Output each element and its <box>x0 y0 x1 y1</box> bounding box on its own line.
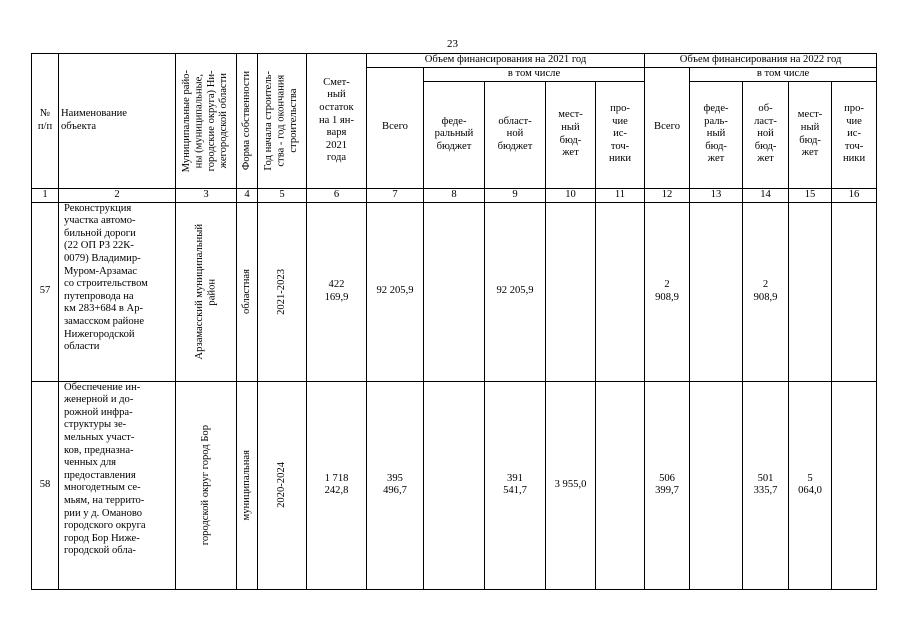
federal-2022 <box>690 381 743 589</box>
col-number: 11 <box>596 188 645 202</box>
regional-2022: 2 908,9 <box>743 202 789 381</box>
header-local-2022: мест- ный бюд- жет <box>789 81 832 188</box>
district: городской округ город Бор <box>176 381 237 589</box>
years: 2020-2024 <box>258 381 307 589</box>
header-ownership: Форма собственности <box>237 54 258 189</box>
col-number: 6 <box>307 188 367 202</box>
header-other-2022: про- чие ис- точ- ники <box>832 81 877 188</box>
regional-2021: 92 205,9 <box>485 202 546 381</box>
column-number-row <box>32 188 877 202</box>
header-district: Муниципальные райо- ны (муниципальные, городские округа) Ни- жегородской области <box>176 54 237 189</box>
district: Арзамасский муниципальный район <box>176 202 237 381</box>
row-num: 58 <box>32 381 59 589</box>
other-2022 <box>832 202 877 381</box>
local-2021 <box>546 202 596 381</box>
years: 2021-2023 <box>258 202 307 381</box>
ownership: областная <box>237 202 258 381</box>
col-number: 16 <box>832 188 877 202</box>
total-2022: 2 908,9 <box>645 202 690 381</box>
col-number: 7 <box>367 188 424 202</box>
remainder: 1 718 242,8 <box>307 381 367 589</box>
col-number: 14 <box>743 188 789 202</box>
local-2022 <box>789 202 832 381</box>
header-local-2021: мест- ный бюд- жет <box>546 81 596 188</box>
header-name: Наименование объекта <box>59 54 176 189</box>
table-row <box>32 381 877 589</box>
col-number: 15 <box>789 188 832 202</box>
header-incl-2022: в том числе <box>690 67 877 81</box>
col-number: 4 <box>237 188 258 202</box>
federal-2021 <box>424 381 485 589</box>
federal-2022 <box>690 202 743 381</box>
other-2022 <box>832 381 877 589</box>
col-number: 3 <box>176 188 237 202</box>
regional-2021: 391 541,7 <box>485 381 546 589</box>
col-number: 5 <box>258 188 307 202</box>
total-2022: 506 399,7 <box>645 381 690 589</box>
ownership: муниципальная <box>237 381 258 589</box>
header-federal-2021: феде- ральный бюджет <box>424 81 485 188</box>
header-num: № п/п <box>32 54 59 189</box>
header-incl-2021: в том числе <box>424 67 645 81</box>
col-number: 12 <box>645 188 690 202</box>
header-remainder: Смет- ный остаток на 1 ян- варя 2021 года <box>307 54 367 189</box>
table-row <box>32 202 877 381</box>
col-number: 9 <box>485 188 546 202</box>
other-2021 <box>596 202 645 381</box>
header-federal-2022: феде- раль- ный бюд- жет <box>690 81 743 188</box>
header-total-2022: Всего <box>645 67 690 188</box>
header-fin-2022: Объем финансирования на 2022 год <box>645 54 877 68</box>
local-2021: 3 955,0 <box>546 381 596 589</box>
remainder: 422 169,9 <box>307 202 367 381</box>
header-years: Год начала строитель- ства - год окончания строительства <box>258 54 307 189</box>
object-name: Реконструкция участка автомо- бильной дороги (22 ОП РЗ 22К- 0079) Владимир- Муром-Арзамас со строительством путепровода на км 283+684 в Ар- замасском районе Нижегородской области <box>59 202 176 381</box>
col-number: 1 <box>32 188 59 202</box>
other-2021 <box>596 381 645 589</box>
header-other-2021: про- чие ис- точ- ники <box>596 81 645 188</box>
total-2021: 395 496,7 <box>367 381 424 589</box>
header-regional-2021: област- ной бюджет <box>485 81 546 188</box>
header-regional-2022: об- ласт- ной бюд- жет <box>743 81 789 188</box>
object-name: Обеспечение ин- женерной и до- рожной инфра- структуры зе- мельных участ- ков, предназна- ченных для предоставления многодетным се- мьям, на террито- рии у д. Оманово городского округа город Бор Ниже- городской обла- <box>59 381 176 589</box>
col-number: 10 <box>546 188 596 202</box>
header-fin-2021: Объем финансирования на 2021 год <box>367 54 645 68</box>
total-2021: 92 205,9 <box>367 202 424 381</box>
financing-table <box>31 53 877 590</box>
regional-2022: 501 335,7 <box>743 381 789 589</box>
header-total-2021: Всего <box>367 67 424 188</box>
row-num: 57 <box>32 202 59 381</box>
federal-2021 <box>424 202 485 381</box>
col-number: 8 <box>424 188 485 202</box>
page-number: 23 <box>447 38 458 50</box>
col-number: 13 <box>690 188 743 202</box>
header-row-1 <box>32 54 877 68</box>
col-number: 2 <box>59 188 176 202</box>
local-2022: 5 064,0 <box>789 381 832 589</box>
